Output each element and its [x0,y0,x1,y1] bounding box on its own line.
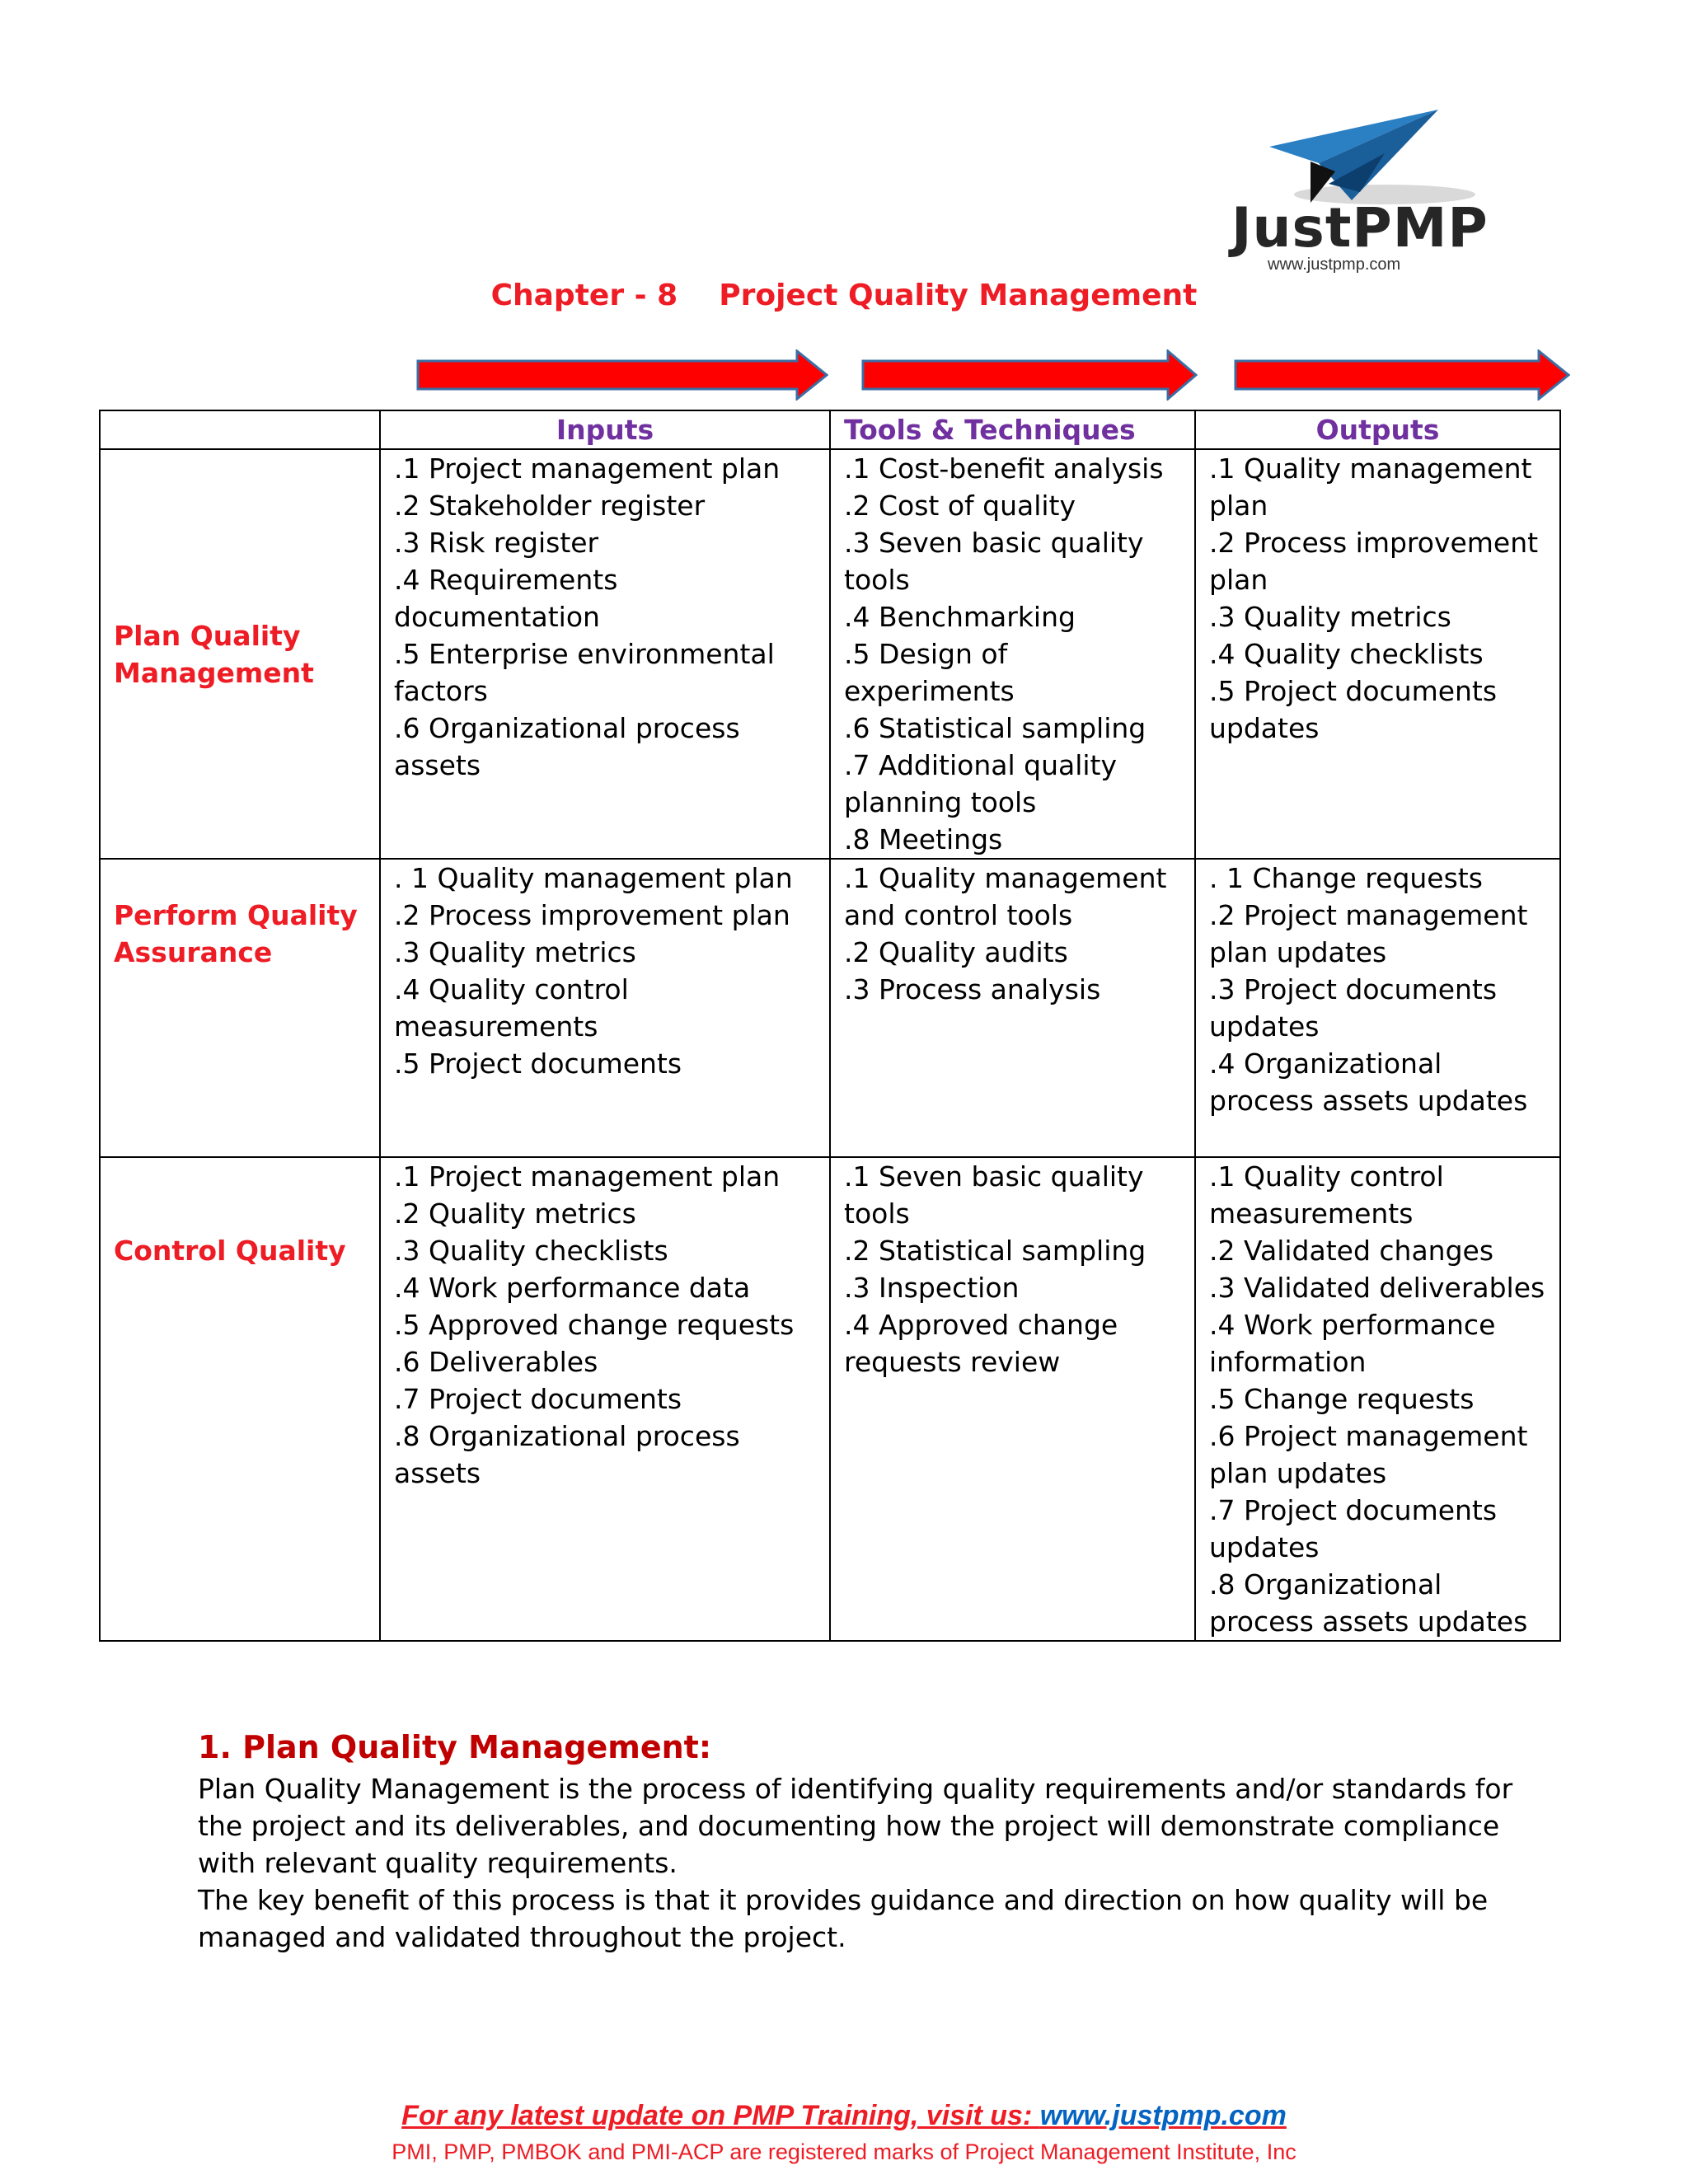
footer-trademark: PMI, PMP, PMBOK and PMI-ACP are registered marks of Project Management Institute, Inc [392,2139,1296,2164]
section-heading: 1. Plan Quality Management: [198,1729,712,1765]
chapter-title: Chapter - 8 Project Quality Management [490,279,1198,312]
header-blank [100,410,380,449]
list-item: .5 Enterprise environmental factors [394,638,775,707]
list-item: .4 Requirements documentation [394,564,618,633]
outputs-cell [1195,1157,1560,1641]
list-item: .2 Stakeholder register [394,490,706,522]
arrow-right-icon [1234,349,1570,401]
process-name: Control Quality [100,1157,380,1641]
header-inputs: Inputs [380,410,830,449]
list-item: .1 Quality management plan [1209,452,1532,522]
list-item: .2 Validated changes [1209,1235,1494,1267]
list-item: .1 Quality control measurements [1209,1160,1444,1230]
list-item: .3 Quality checklists [394,1235,668,1267]
list-item: . 1 Quality management plan [394,862,793,894]
list-item: .7 Additional quality planning tools [844,749,1118,818]
table-row [100,859,1560,1157]
list-item: .4 Work performance information [1209,1309,1496,1378]
list-item: .4 Quality checklists [1209,638,1484,670]
footer-promo [0,2100,1688,2132]
process-name: Perform Quality Assurance [100,859,380,1157]
list-item: .2 Quality audits [844,936,1068,968]
header-outputs: Outputs [1195,410,1560,449]
list-item: .3 Seven basic quality tools [844,527,1144,596]
logo-url: www.justpmp.com [1268,255,1401,274]
outputs-cell [1195,449,1560,859]
header-tools: Tools & Techniques [830,410,1195,449]
list-item: .7 Project documents updates [1209,1494,1498,1563]
tools-cell [830,1157,1195,1641]
list-item: .3 Project documents updates [1209,973,1498,1043]
tools-cell [830,859,1195,1157]
list-item: .1 Seven basic quality tools [844,1160,1144,1230]
footer-link[interactable]: www.justpmp.com [1039,2100,1287,2131]
table-header-row [100,410,1560,449]
itto-table [99,410,1561,1642]
list-item: .2 Statistical sampling [844,1235,1146,1267]
list-item: .2 Process improvement plan [394,899,790,931]
list-item: .4 Work performance data [394,1272,751,1304]
inputs-cell [380,449,830,859]
list-item: .5 Project documents [394,1047,682,1080]
list-item: .1 Quality management and control tools [844,862,1167,931]
arrow-right-icon [416,349,828,401]
list-item: .1 Project management plan [394,1160,781,1193]
list-item: .7 Project documents [394,1383,682,1415]
list-item: .8 Meetings [844,823,1003,855]
tools-cell [830,449,1195,859]
list-item: .6 Organizational process assets [394,712,740,781]
list-item: .2 Process improvement plan [1209,527,1539,596]
list-item: .3 Inspection [844,1272,1020,1304]
list-item: .5 Design of experiments [844,638,1015,707]
list-item: .8 Organizational process assets updates [1209,1568,1528,1638]
list-item: .4 Benchmarking [844,601,1076,633]
process-name: Plan Quality Management [100,449,380,859]
list-item: .6 Project management plan updates [1209,1420,1528,1489]
arrow-right-icon [861,349,1198,401]
footer-promo-text: For any latest update on PMP Training, visit us: [401,2100,1040,2131]
list-item: .8 Organizational process assets [394,1420,740,1489]
list-item: .3 Validated deliverables [1209,1272,1545,1304]
list-item: .3 Quality metrics [1209,601,1451,633]
table-row [100,1157,1560,1641]
list-item: . 1 Change requests [1209,862,1483,894]
list-item: .4 Approved change requests review [844,1309,1118,1378]
justpmp-logo [1228,105,1492,279]
list-item: .3 Quality metrics [394,936,636,968]
list-item: .6 Statistical sampling [844,712,1146,744]
outputs-cell [1195,859,1560,1157]
logo-wordmark: JustPMP [1231,196,1489,260]
inputs-cell [380,1157,830,1641]
list-item: .6 Deliverables [394,1346,598,1378]
section-paragraph: The key benefit of this process is that it provides guidance and direction on how quality will be managed and validated throughout the project. [198,1884,1489,1953]
list-item: .3 Risk register [394,527,599,559]
list-item: .1 Cost-benefit analysis [844,452,1164,485]
list-item: .3 Process analysis [844,973,1101,1005]
list-item: .5 Project documents updates [1209,675,1498,744]
inputs-cell [380,859,830,1157]
list-item: .1 Project management plan [394,452,781,485]
section-paragraph: Plan Quality Management is the process of identifying quality requirements and/or standards for the project and its deliverables, and documenting how the project will demonstrate compliance with relevant quality requirements. [198,1773,1513,1879]
list-item: .2 Project management plan updates [1209,899,1528,968]
list-item: .2 Quality metrics [394,1197,636,1230]
section-body [198,1770,1525,1956]
list-item: .5 Change requests [1209,1383,1475,1415]
table-row [100,449,1560,859]
list-item: .4 Quality control measurements [394,973,629,1043]
list-item: .2 Cost of quality [844,490,1076,522]
list-item: .4 Organizational process assets updates [1209,1047,1528,1117]
list-item: .5 Approved change requests [394,1309,795,1341]
